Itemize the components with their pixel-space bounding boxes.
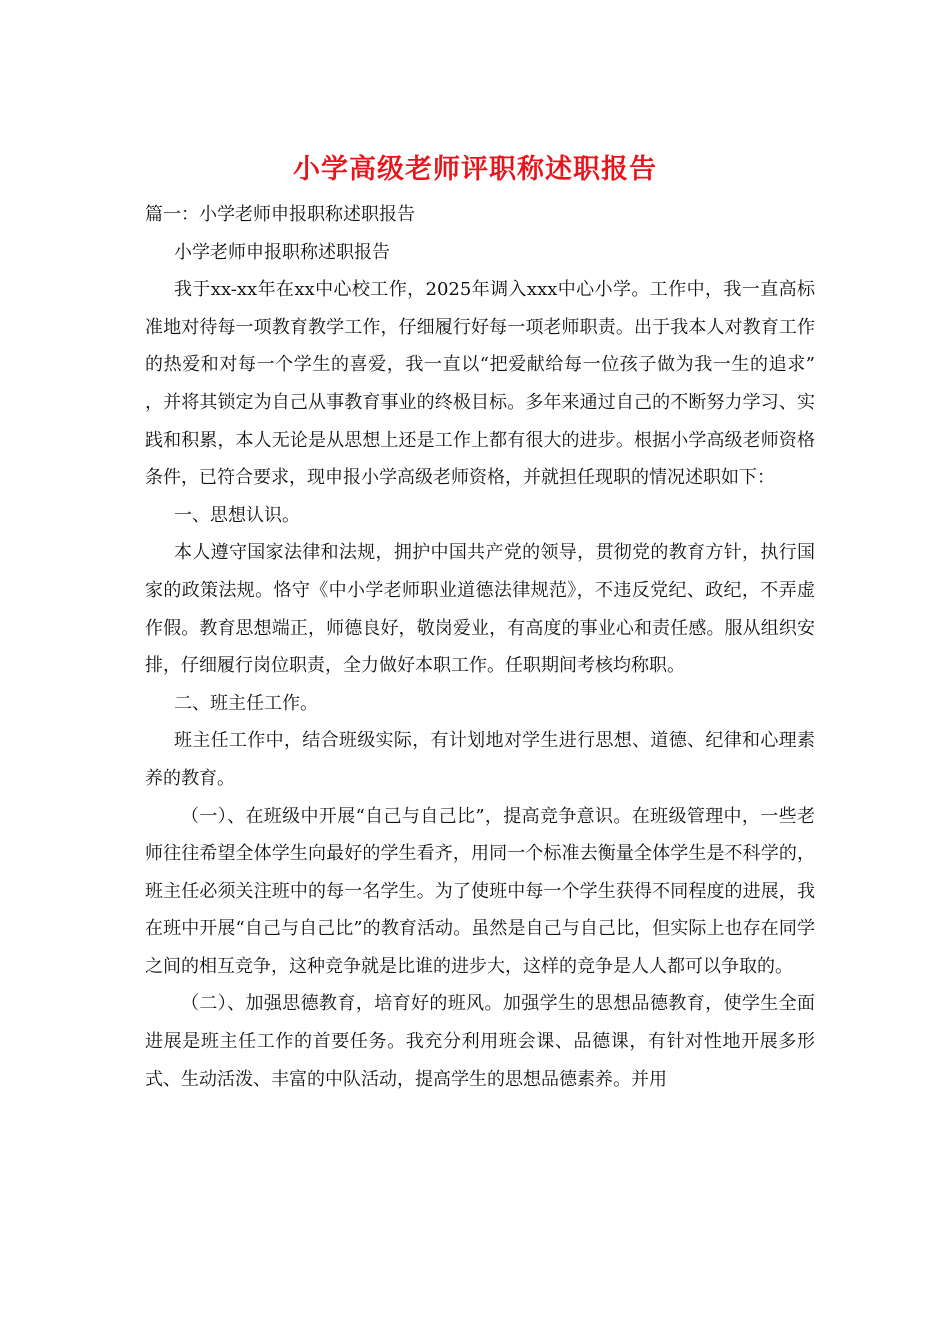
document-body bbox=[145, 196, 815, 1098]
document-title: 小学高级老师评职称述职报告 bbox=[293, 154, 657, 185]
subsection-two-paragraph: （二）、加强思德教育，培育好的班风。加强学生的思想品德教育，使学生全面进展是班主任工作的首要任务。我充分利用班会课、品德课，有针对性地开展多形式、生动活泼、丰富的中队活动，提高学生的思想品德素养。并用 bbox=[145, 993, 815, 1090]
thought-paragraph: 本人遵守国家法律和法规，拥护中国共产党的领导，贯彻党的教育方针，执行国家的政策法规。恪守《中小学老师职业道德法律规范》，不违反党纪、政纪，不弄虚作假。教育思想端正，师德良好，敬岗爱业，有高度的事业心和责任感。服从组织安排，仔细履行岗位职责，全力做好本职工作。任职期间考核均称职。 bbox=[145, 542, 815, 677]
section-heading-thought: 一、思想认识。 bbox=[174, 504, 300, 526]
section-heading-class-teacher: 二、班主任工作。 bbox=[174, 692, 318, 714]
chapter-heading: 篇一：小学老师申报职称述职报告 bbox=[145, 204, 415, 225]
intro-paragraph: 我于xx-xx年在xx中心校工作，2025年调入xxx中心小学。工作中，我一直高标准地对待每一项教育教学工作，仔细履行好每一项老师职责。出于我本人对教育工作的热爱和对每一个学生的喜爱，我一直以“把爱献给每一位孩子做为我一生的追求” ，并将其锁定为自己从事教育事业的终极目标。多年来通过自己的不断努力学习、实践和积累，本人无论是从思想上还是工作上都有很大的进步。根据小学高级老师资格条件，已符合要求，现申报小学高级老师资格，并就担任现职的情况述职如下： bbox=[145, 279, 815, 489]
class-teacher-paragraph: 班主任工作中，结合班级实际，有计划地对学生进行思想、道德、纪律和心理素养的教育。 bbox=[145, 730, 815, 789]
subsection-one-paragraph: （一）、在班级中开展“自己与自己比”，提高竞争意识。在班级管理中，一些老师往往希望全体学生向最好的学生看齐，用同一个标准去衡量全体学生是不科学的，班主任必须关注班中的每一名学生。为了使班中每一个学生获得不同程度的进展，我在班中开展“自己与自己比”的教育活动。虽然是自己与自己比，但实际上也存在同学之间的相互竞争，这种竞争就是比谁的进步大，这样的竞争是人人都可以争取的。 bbox=[145, 805, 815, 977]
report-subtitle: 小学老师申报职称述职报告 bbox=[174, 241, 390, 263]
